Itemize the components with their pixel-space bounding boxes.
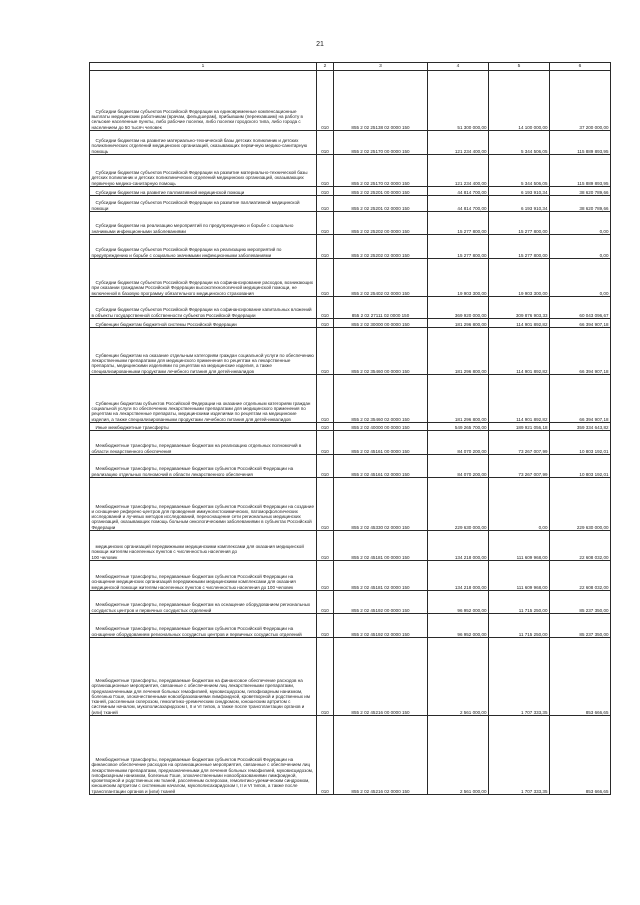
row-executed-cell: 1 707 333,35 [489, 716, 550, 795]
row-code-cell: 855 2 02 25201 00 0000 150 [334, 187, 428, 196]
row-name-cell: медицинских организаций передвижными медицинскими комплексами для оказания медицинской помощи жителям населенных пунктов с численностью населения до 100 человек [90, 531, 317, 561]
row-remaining-cell: 60 043 096,67 [550, 297, 611, 319]
row-remaining-cell: 10 803 192,01 [550, 455, 611, 478]
row-approved-cell: 134 218 000,00 [428, 561, 489, 591]
row-remaining-cell: 853 666,65 [550, 716, 611, 795]
row-executed-cell: 19 903 300,00 [489, 259, 550, 297]
row-remaining-cell: 37 200 000,00 [550, 71, 611, 131]
row-code-cell: 855 2 02 25170 02 0000 150 [334, 155, 428, 187]
row-code-cell: 855 2 02 25202 02 0000 150 [334, 235, 428, 259]
row-name-cell: Субсидии бюджетам на развитие материально-технической базы детских поликлиник и детских поликлинических отделений медицинских организаций, оказывающих первичную медико-санитарную помощь [90, 131, 317, 155]
row-section-cell: 010 [317, 196, 334, 212]
page-number: 21 [316, 41, 324, 48]
row-approved-cell: 121 234 400,00 [428, 155, 489, 187]
table-row [90, 478, 611, 531]
row-name-cell: Межбюджетные трансферты, передаваемые бюджетам на оснащение оборудованием региональных сосудистых центров и первичных сосудистых отделений [90, 591, 317, 614]
row-code-cell: 855 2 02 45216 02 0000 150 [334, 716, 428, 795]
row-code-cell: 855 2 02 45161 02 0000 150 [334, 455, 428, 478]
row-code-cell: 855 2 02 25170 00 0000 150 [334, 131, 428, 155]
table-row [90, 155, 611, 187]
row-approved-cell: 44 814 700,00 [428, 187, 489, 196]
row-executed-cell: 15 277 800,00 [489, 212, 550, 235]
row-name-cell: Субсидии бюджетам на реализацию мероприятий по предупреждению и борьбе с социально значимыми инфекционными заболеваниями [90, 212, 317, 235]
row-approved-cell: 549 265 700,00 [428, 423, 489, 431]
row-approved-cell: 19 903 300,00 [428, 259, 489, 297]
row-executed-cell: 111 609 968,00 [489, 561, 550, 591]
row-name-cell: Иные межбюджетные трансферты [90, 423, 317, 431]
row-approved-cell: 229 630 000,00 [428, 478, 489, 531]
table-row [90, 638, 611, 716]
row-executed-cell: 5 344 506,05 [489, 155, 550, 187]
row-approved-cell: 2 561 000,00 [428, 716, 489, 795]
row-approved-cell: 15 277 800,00 [428, 235, 489, 259]
row-section-cell: 010 [317, 319, 334, 328]
row-approved-cell: 369 920 000,00 [428, 297, 489, 319]
row-approved-cell: 84 070 200,00 [428, 431, 489, 455]
budget-table [89, 62, 611, 795]
row-section-cell: 010 [317, 531, 334, 561]
row-executed-cell: 73 267 007,99 [489, 431, 550, 455]
row-executed-cell: 111 609 968,00 [489, 531, 550, 561]
row-code-cell: 855 2 02 45192 02 0000 150 [334, 614, 428, 638]
row-remaining-cell: 0,00 [550, 259, 611, 297]
row-remaining-cell: 85 237 350,00 [550, 614, 611, 638]
row-approved-cell: 15 277 800,00 [428, 212, 489, 235]
table-row [90, 328, 611, 375]
row-code-cell: 855 2 02 45330 02 0000 150 [334, 478, 428, 531]
table-row [90, 375, 611, 423]
row-name-cell: Субвенции бюджетам субъектов Российской Федерации на оказание отдельным категориям граждан социальной услуги по обеспечению лекарственными препаратами для медицинского применения по рецептам на лекарственные препараты, медицинскими изделиями по рецептам на медицинские изделия, а также специализированными продуктами лечебного питания для детей-инвалидов [90, 375, 317, 423]
row-remaining-cell: 38 620 789,66 [550, 187, 611, 196]
row-section-cell: 010 [317, 328, 334, 375]
row-name-cell: Субвенции бюджетам бюджетной системы Российской Федерации [90, 319, 317, 328]
row-name-cell: Межбюджетные трансферты, передаваемые бюджетам на реализацию отдельных полномочий в области лекарственного обеспечения [90, 431, 317, 455]
header-cell: 3 [334, 63, 428, 71]
row-remaining-cell: 66 394 907,18 [550, 319, 611, 328]
row-remaining-cell: 359 334 643,82 [550, 423, 611, 431]
row-code-cell: 855 2 02 25138 02 0000 150 [334, 71, 428, 131]
row-remaining-cell: 229 630 000,00 [550, 478, 611, 531]
row-executed-cell: 309 876 903,33 [489, 297, 550, 319]
row-remaining-cell: 66 394 907,18 [550, 375, 611, 423]
row-executed-cell: 5 344 506,05 [489, 131, 550, 155]
row-code-cell: 855 2 02 35460 00 0000 150 [334, 328, 428, 375]
table-row [90, 423, 611, 431]
row-name-cell: Субсидии бюджетам субъектов Российской Федерации на единовременные компенсационные выплаты медицинским работникам (врачам, фельдшерам), прибывшим (переехавшим) на работу в сельские населенные пункты, либо рабочие поселки, либо поселки городского типа, либо города с населением до 50 тысяч человек [90, 71, 317, 131]
row-executed-cell: 15 277 800,00 [489, 235, 550, 259]
row-executed-cell: 114 901 892,82 [489, 319, 550, 328]
row-section-cell: 010 [317, 71, 334, 131]
row-name-cell: Субвенции бюджетам на оказание отдельным категориям граждан социальной услуги по обеспечению лекарственными препаратами для медицинского применения по рецептам на лекарственные препараты, медицинскими изделиями по рецептам на медицинские изделия, а также специализированными продуктами лечебного питания для детей-инвалидов [90, 328, 317, 375]
row-executed-cell: 11 715 250,00 [489, 614, 550, 638]
table-row [90, 212, 611, 235]
table-row [90, 591, 611, 614]
row-name-cell: Межбюджетные трансферты, передаваемые бюджетам субъектов Российской Федерации на создание и оснащение референс-центров для проведения иммуногистохимических, патоморфологических исследований и лучевых методов исследований, переоснащение сети региональных медицинских организаций, оказывающих помощь больным онкологическими заболеваниями в субъектах Российской Федерации [90, 478, 317, 531]
table-row [90, 319, 611, 328]
row-code-cell: 855 2 02 25202 00 0000 150 [334, 212, 428, 235]
row-approved-cell: 44 814 700,00 [428, 196, 489, 212]
row-code-cell: 855 2 02 45181 02 0000 150 [334, 561, 428, 591]
row-executed-cell: 6 193 910,34 [489, 196, 550, 212]
row-approved-cell: 96 952 000,00 [428, 614, 489, 638]
table-row [90, 716, 611, 795]
row-name-cell: Межбюджетные трансферты, передаваемые бюджетам субъектов Российской Федерации на финансовое обеспечение расходов на организационные мероприятия, связанные с обеспечением лиц лекарственными препаратами, предназначенными для лечения больных гемофилией, муковисцидозом, гипофизарным нанизмом, болезнью Гоше, злокачественными новообразованиями лимфоидной, кроветворной и родственных им тканей, рассеянным склерозом, гемолитико-уремическим синдромом, юношеским артритом с системным началом, мукополисахаридозом I, II и VI типов, а также после трансплантации органов и (или) тканей [90, 716, 317, 795]
row-remaining-cell: 115 889 893,95 [550, 131, 611, 155]
row-executed-cell: 114 901 892,82 [489, 328, 550, 375]
table-row [90, 196, 611, 212]
row-name-cell: Субсидии бюджетам субъектов Российской Федерации на развитие материально-технической базы детских поликлиник и детских поликлинических отделений медицинских организаций, оказывающих первичную медико-санитарную помощь [90, 155, 317, 187]
row-code-cell: 855 2 02 40000 00 0000 150 [334, 423, 428, 431]
row-section-cell: 010 [317, 423, 334, 431]
row-code-cell: 855 2 02 27111 02 0000 150 [334, 297, 428, 319]
row-executed-cell: 189 921 056,18 [489, 423, 550, 431]
row-remaining-cell: 22 608 032,00 [550, 561, 611, 591]
row-remaining-cell: 115 889 893,95 [550, 155, 611, 187]
row-name-cell: Субсидии бюджетам на развитие паллиативной медицинской помощи [90, 187, 317, 196]
header-row [90, 63, 611, 71]
row-approved-cell: 96 952 000,00 [428, 591, 489, 614]
table-row [90, 531, 611, 561]
row-code-cell: 855 2 02 35460 02 0000 150 [334, 375, 428, 423]
row-executed-cell: 11 715 250,00 [489, 591, 550, 614]
header-cell: 2 [317, 63, 334, 71]
row-executed-cell: 0,00 [489, 478, 550, 531]
row-section-cell: 010 [317, 131, 334, 155]
table-row [90, 561, 611, 591]
table-row [90, 131, 611, 155]
row-section-cell: 010 [317, 297, 334, 319]
row-remaining-cell: 853 666,65 [550, 638, 611, 716]
row-remaining-cell: 10 803 192,01 [550, 431, 611, 455]
table-row [90, 614, 611, 638]
row-code-cell: 855 2 02 45161 00 0000 150 [334, 431, 428, 455]
row-name-cell: Субсидии бюджетам субъектов Российской Федерации на софинансирование расходов, возникающих при оказании гражданам Российской Федерации высокотехнологичной медицинской помощи, не включенной в базовую программу обязательного медицинского страхования [90, 259, 317, 297]
row-remaining-cell: 0,00 [550, 212, 611, 235]
row-approved-cell: 181 296 800,00 [428, 375, 489, 423]
row-section-cell: 010 [317, 235, 334, 259]
row-approved-cell: 51 300 000,00 [428, 71, 489, 131]
header-cell: 6 [550, 63, 611, 71]
row-remaining-cell: 66 394 907,18 [550, 328, 611, 375]
row-approved-cell: 181 296 800,00 [428, 319, 489, 328]
row-name-cell: Межбюджетные трансферты, передаваемые бюджетам субъектов Российской Федерации на реализацию отдельных полномочий в области лекарственного обеспечения [90, 455, 317, 478]
row-remaining-cell: 85 237 350,00 [550, 591, 611, 614]
row-executed-cell: 14 100 000,00 [489, 71, 550, 131]
row-approved-cell: 121 234 400,00 [428, 131, 489, 155]
row-section-cell: 010 [317, 155, 334, 187]
row-executed-cell: 73 267 007,99 [489, 455, 550, 478]
row-code-cell: 855 2 02 30000 00 0000 150 [334, 319, 428, 328]
row-code-cell: 855 2 02 45192 00 0000 150 [334, 591, 428, 614]
row-approved-cell: 2 561 000,00 [428, 638, 489, 716]
row-approved-cell: 134 218 000,00 [428, 531, 489, 561]
row-name-cell: Межбюджетные трансферты, передаваемые бюджетам субъектов Российской Федерации на оснащение медицинских организаций передвижными медицинскими комплексами для оказания медицинской помощи жителям населенных пунктов с численностью населения до 100 человек [90, 561, 317, 591]
row-section-cell: 010 [317, 187, 334, 196]
row-code-cell: 855 2 02 45216 00 0000 150 [334, 638, 428, 716]
row-executed-cell: 1 707 333,35 [489, 638, 550, 716]
header-cell: 4 [428, 63, 489, 71]
row-section-cell: 010 [317, 716, 334, 795]
row-approved-cell: 84 070 200,00 [428, 455, 489, 478]
row-section-cell: 010 [317, 259, 334, 297]
header-cell: 5 [489, 63, 550, 71]
row-executed-cell: 114 901 892,82 [489, 375, 550, 423]
table-row [90, 431, 611, 455]
table-row [90, 259, 611, 297]
row-name-cell: Субсидии бюджетам субъектов Российской Федерации на софинансирование капитальных вложений в объекты государственной собственности субъектов Российской Федерации [90, 297, 317, 319]
row-remaining-cell: 38 620 789,66 [550, 196, 611, 212]
row-code-cell: 855 2 02 25201 02 0000 150 [334, 196, 428, 212]
row-approved-cell: 181 296 800,00 [428, 328, 489, 375]
row-section-cell: 010 [317, 455, 334, 478]
row-code-cell: 855 2 02 45181 00 0000 150 [334, 531, 428, 561]
table-row [90, 297, 611, 319]
row-section-cell: 010 [317, 431, 334, 455]
table-row [90, 455, 611, 478]
row-name-cell: Субсидии бюджетам субъектов Российской Федерации на развитие паллиативной медицинской помощи [90, 196, 317, 212]
row-section-cell: 010 [317, 591, 334, 614]
row-executed-cell: 6 193 910,34 [489, 187, 550, 196]
table-row [90, 235, 611, 259]
row-section-cell: 010 [317, 614, 334, 638]
row-section-cell: 010 [317, 638, 334, 716]
row-section-cell: 010 [317, 375, 334, 423]
row-section-cell: 010 [317, 478, 334, 531]
row-remaining-cell: 0,00 [550, 235, 611, 259]
row-code-cell: 855 2 02 25402 02 0000 150 [334, 259, 428, 297]
row-name-cell: Межбюджетные трансферты, передаваемые бюджетам на финансовое обеспечение расходов на организационные мероприятия, связанные с обеспечением лиц лекарственными препаратами, предназначенными для лечения больных гемофилией, муковисцидозом, гипофизарным нанизмом, болезнью Гоше, злокачественными новообразованиями лимфоидной, кроветворной и родственных им тканей, рассеянным склерозом, гемолитико-уремическим синдромом, юношеским артритом с системным началом, мукополисахаридозом I, II и VI типов, а также после трансплантации органов и (или) тканей [90, 638, 317, 716]
header-cell: 1 [90, 63, 317, 71]
row-remaining-cell: 22 608 032,00 [550, 531, 611, 561]
table-row [90, 187, 611, 196]
table-row [90, 71, 611, 131]
row-name-cell: Субсидии бюджетам субъектов Российской Федерации на реализацию мероприятий по предупреждению и борьбе с социально значимыми инфекционными заболеваниями [90, 235, 317, 259]
row-section-cell: 010 [317, 212, 334, 235]
row-section-cell: 010 [317, 561, 334, 591]
row-name-cell: Межбюджетные трансферты, передаваемые бюджетам субъектов Российской Федерации на оснащение оборудованием региональных сосудистых центров и первичных сосудистых отделений [90, 614, 317, 638]
